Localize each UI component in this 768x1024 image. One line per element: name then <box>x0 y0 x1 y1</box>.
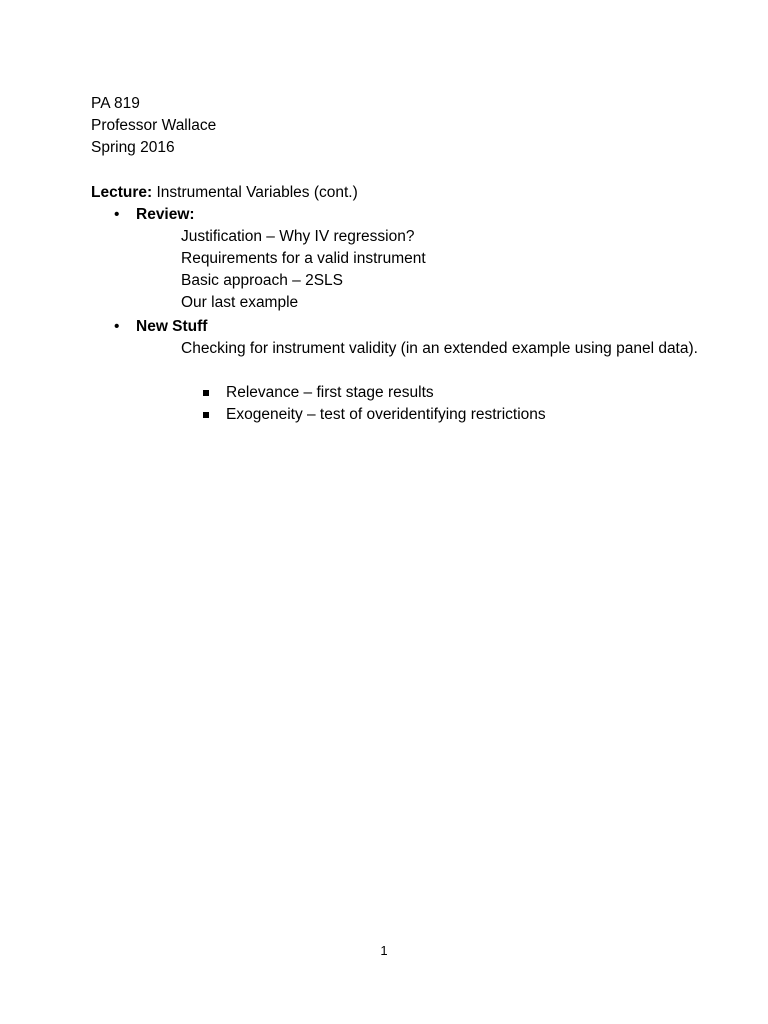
bullet-dot-icon: • <box>114 318 120 335</box>
square-bullet-icon <box>203 390 209 396</box>
lecture-label: Lecture: <box>91 184 153 201</box>
page-number: 1 <box>380 943 388 958</box>
review-item: Justification – Why IV regression? <box>181 228 415 245</box>
subitem-text: Exogeneity – test of overidentifying restrictions <box>226 406 546 423</box>
document-header <box>91 93 216 159</box>
subitem-text: Relevance – first stage results <box>226 384 434 401</box>
bullet-heading: Review: <box>136 206 195 223</box>
lecture-title: Instrumental Variables (cont.) <box>156 184 358 201</box>
term: Spring 2016 <box>91 139 175 156</box>
professor-name: Professor Wallace <box>91 117 217 134</box>
square-bullet-icon <box>203 412 209 418</box>
lecture-line <box>91 182 358 204</box>
course-code: PA 819 <box>91 95 140 112</box>
bullet-heading: New Stuff <box>136 318 208 335</box>
review-item: Requirements for a valid instrument <box>181 250 426 267</box>
new-stuff-paragraph: Checking for instrument validity (in an extended example using panel data). <box>181 340 698 357</box>
review-list <box>181 226 426 314</box>
review-item: Basic approach – 2SLS <box>181 272 343 289</box>
bullet-dot-icon: • <box>114 206 120 223</box>
review-item: Our last example <box>181 294 299 311</box>
